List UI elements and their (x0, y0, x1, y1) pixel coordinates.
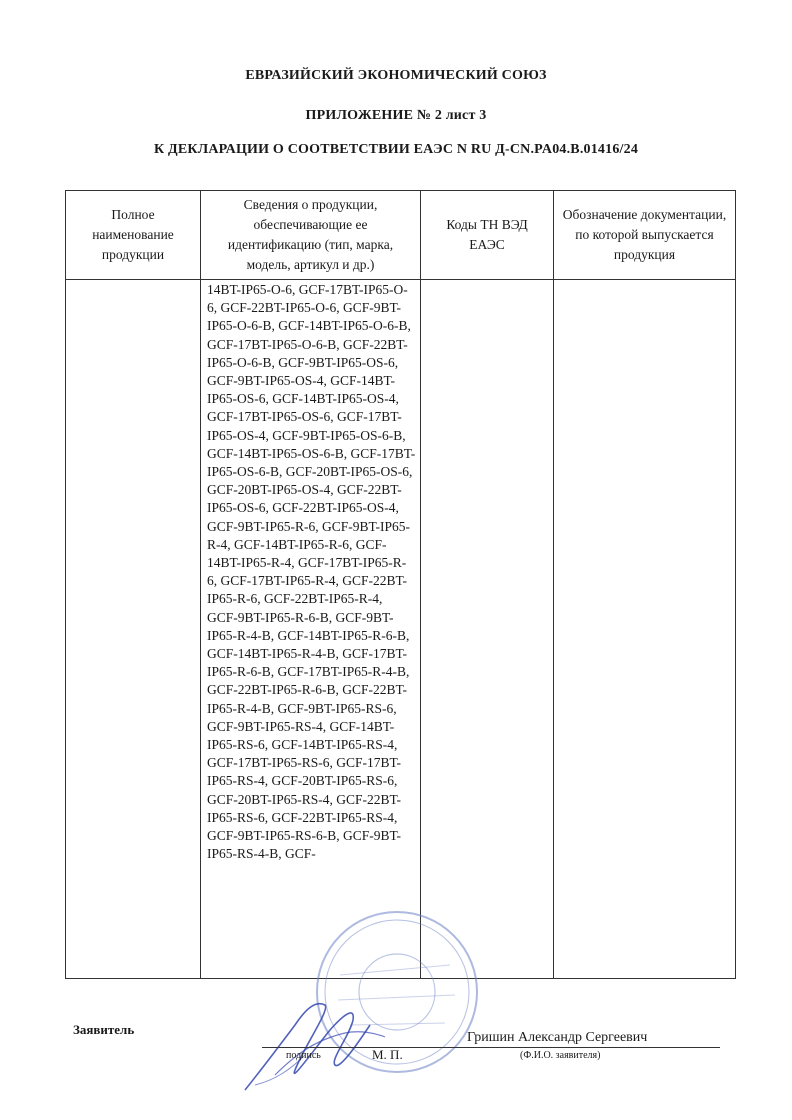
table-row (66, 280, 736, 979)
signature-line (262, 1047, 720, 1048)
stamp-place-caption: М. П. (372, 1047, 403, 1062)
name-caption: (Ф.И.О. заявителя) (520, 1050, 601, 1061)
applicant-name: Гришин Александр Сергеевич (467, 1030, 648, 1045)
header-documentation: Обозначение документации, по которой выпускается продукция (554, 191, 736, 280)
union-title: ЕВРАЗИЙСКИЙ ЭКОНОМИЧЕСКИЙ СОЮЗ (245, 68, 547, 83)
cell-documentation (554, 280, 736, 979)
products-table (65, 190, 736, 979)
header-tnved-codes: Коды ТН ВЭД ЕАЭС (421, 191, 554, 280)
declaration-title: К ДЕКЛАРАЦИИ О СООТВЕТСТВИИ ЕАЭС N RU Д-CN.PA04.B.01416/24 (153, 142, 639, 157)
cell-tnved (421, 280, 554, 979)
cell-full-name (66, 280, 201, 979)
signature-caption: подпись (286, 1050, 321, 1061)
signature-icon (235, 985, 395, 1095)
header-identification: Сведения о продукции, обеспечивающие ее идентификацию (тип, марка, модель, артикул и др.) (201, 191, 421, 280)
appendix-title: ПРИЛОЖЕНИЕ № 2 лист 3 (305, 108, 487, 123)
table-header-row (66, 191, 736, 280)
cell-identification: 14BT-IP65-O-6, GCF-17BT-IP65-O-6, GCF-22BT-IP65-O-6, GCF-9BT-IP65-O-6-B, GCF-14BT-IP65-O-6-B, GCF-17BT-IP65-O-6-B, GCF-22BT-IP65-O-6-B, GCF-9BT-IP65-OS-6, GCF-9BT-IP65-OS-4, GCF-14BT-IP65-OS-6, GCF-14BT-IP65-OS-4, GCF-17BT-IP65-OS-6, GCF-17BT-IP65-OS-4, GCF-9BT-IP65-OS-6-B, GCF-14BT-IP65-OS-6-B, GCF-17BT-IP65-OS-6-B, GCF-20BT-IP65-OS-6, GCF-20BT-IP65-OS-4, GCF-22BT-IP65-OS-6, GCF-22BT-IP65-OS-4, GCF-9BT-IP65-R-6, GCF-9BT-IP65-R-4, GCF-14BT-IP65-R-6, GCF-14BT-IP65-R-4, GCF-17BT-IP65-R-6, GCF-17BT-IP65-R-4, GCF-22BT-IP65-R-6, GCF-22BT-IP65-R-4, GCF-9BT-IP65-R-6-B, GCF-9BT-IP65-R-4-B, GCF-14BT-IP65-R-6-B, GCF-14BT-IP65-R-4-B, GCF-17BT-IP65-R-6-B, GCF-17BT-IP65-R-4-B, GCF-22BT-IP65-R-6-B, GCF-22BT-IP65-R-4-B, GCF-9BT-IP65-RS-6, GCF-9BT-IP65-RS-4, GCF-14BT-IP65-RS-6, GCF-14BT-IP65-RS-4, GCF-17BT-IP65-RS-6, GCF-17BT-IP65-RS-4, GCF-20BT-IP65-RS-6, GCF-20BT-IP65-RS-4, GCF-22BT-IP65-RS-6, GCF-22BT-IP65-RS-4, GCF-9BT-IP65-RS-6-B, GCF-9BT-IP65-RS-4-B, GCF- (201, 280, 421, 979)
applicant-label: Заявитель (73, 1022, 135, 1037)
header-full-name: Полное наименование продукции (66, 191, 201, 280)
